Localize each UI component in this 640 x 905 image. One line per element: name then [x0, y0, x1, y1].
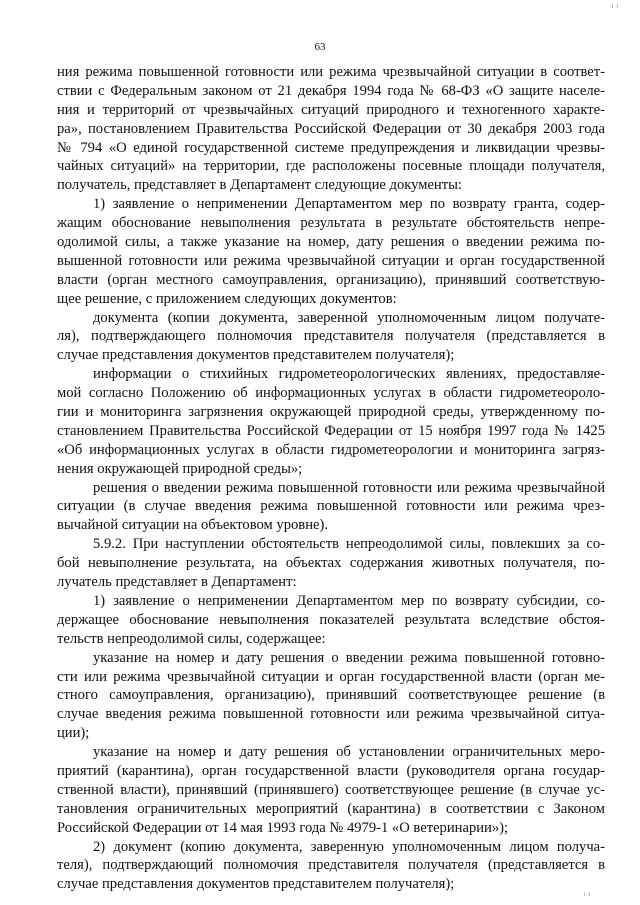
text-line: «Об информационных услугах в области гидрометеорологии и мониторинга загряз-	[57, 441, 605, 458]
text-line: чайных ситуаций» на территории, где расположены посевные площади получателя,	[57, 158, 605, 175]
paragraph-first-line: 1) заявление о неприменении Департаментом мер по возврату субсидии, со-	[93, 592, 605, 609]
text-line: нения окружающей природной среды»;	[57, 460, 303, 477]
text-line: ситуации (в случае введения режима повышенной готовности или режима чрез-	[57, 498, 605, 515]
text-line: щее решение, с приложением следующих документов:	[57, 290, 397, 307]
text-line: получатель, представляет в Департамент следующие документы:	[57, 177, 462, 194]
text-line: власти (орган местного самоуправления, организацию), принявший соответствую-	[57, 271, 605, 288]
text-line: случае представления документов представителем получателя);	[57, 876, 455, 893]
text-line: Российской Федерации от 14 мая 1993 года № 4979-1 «О ветеринарии»);	[57, 819, 509, 836]
page-number: 63	[314, 41, 326, 53]
text-line: случае представления документов представителем получателя);	[57, 347, 455, 364]
paragraph-first-line: информации о стихийных гидрометеорологических явлениях, предоставляе-	[93, 366, 605, 383]
text-line: № 794 «О единой государственной системе предупреждения и ликвидации чрезвы-	[57, 139, 605, 156]
paragraph-first-line: решения о введении режима повышенной готовности или режима чрезвычайной	[93, 479, 605, 496]
text-line: тановления ограничительных мероприятий (карантина) в соответствии с Законом	[57, 800, 605, 817]
text-line: гии и мониторинга загрязнения окружающей природной среды, утвержденному по-	[57, 404, 605, 421]
text-line: бой невыполнение результата, на объектах содержания животных получателя, по-	[57, 555, 605, 572]
text-line: тельств непреодолимой силы, содержащее:	[57, 630, 326, 647]
scan-corner-mark-bottom: ᵢ ᵢ	[583, 889, 590, 899]
text-line: держащее обоснование невыполнения показателей результата вследствие обстоя-	[57, 611, 605, 628]
text-line: жащим обоснование невыполнения результата в результате обстоятельств непре-	[57, 215, 605, 232]
text-line: ствии с Федеральным законом от 21 декабря 1994 года № 68-ФЗ «О защите населе-	[57, 82, 605, 99]
document-body	[57, 63, 605, 894]
text-line: вышенной готовности или режима чрезвычайной ситуации и орган государственной	[57, 252, 605, 269]
text-line: сти или режима чрезвычайной ситуации и орган государственной власти (орган ме-	[57, 668, 605, 685]
text-line: лучатель представляет в Департамент:	[57, 574, 297, 591]
text-line: ния режима повышенной готовности или режима чрезвычайной ситуации в соответ-	[57, 64, 605, 80]
text-line: мой согласно Положению об информационных услугах в области гидрометеороло-	[57, 385, 605, 402]
text-line: одолимой силы, а также указание на номер, дату решения о введении режима по-	[57, 234, 605, 251]
paragraph-first-line: 5.9.2. При наступлении обстоятельств непреодолимой силы, повлекших за со-	[93, 536, 605, 553]
text-line: ния и территорий от чрезвычайных ситуаций природного и техногенного характе-	[57, 101, 605, 118]
text-line: вычайной ситуации на объектовом уровне).	[57, 517, 328, 534]
text-line: становлением Правительства Российской Федерации от 15 ноября 1997 года № 1425	[57, 422, 605, 439]
paragraph-first-line: указание на номер и дату решения об установлении ограничительных меро-	[93, 744, 605, 761]
text-line: случае введения режима повышенной готовности или режима чрезвычайной ситуа-	[57, 706, 605, 723]
text-line: ции);	[57, 725, 90, 742]
text-line: ра», постановлением Правительства Российской Федерации от 30 декабря 2003 года	[57, 120, 605, 137]
text-line: теля), подтверждающий полномочия представителя получателя (представляется в	[57, 857, 605, 874]
paragraph-first-line: документа (копии документа, заверенной уполномоченным лицом получате-	[93, 309, 605, 326]
text-line: стного самоуправления, организацию), принявший соответствующее решение (в	[57, 687, 605, 704]
scan-corner-mark-top: ᵢ ᵢ	[611, 1, 618, 11]
paragraph-first-line: указание на номер и дату решения о введении режима повышенной готовно-	[93, 649, 605, 666]
paragraph-first-line: 2) документ (копию документа, заверенную уполномоченным лицом получа-	[93, 838, 605, 855]
text-line: ля), подтверждающего полномочия представителя получателя (представляется в	[57, 328, 605, 345]
paragraph-first-line: 1) заявление о неприменении Департаментом мер по возврату гранта, содер-	[93, 196, 605, 213]
text-line: ственной власти), принявший (принявшего) соответствующее решение (в случае ус-	[57, 781, 605, 798]
text-line: приятий (карантина), орган государственной власти (руководителя органа государ-	[57, 762, 605, 779]
